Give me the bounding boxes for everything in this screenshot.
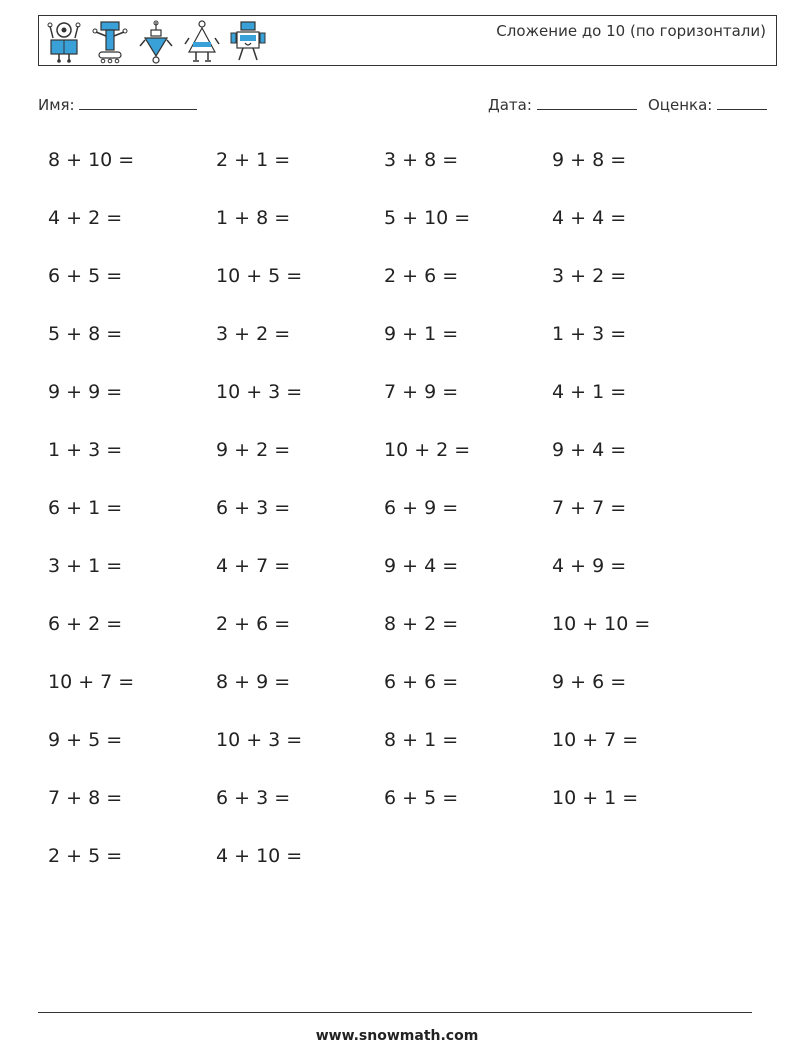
problem-item: 10 + 7 = bbox=[48, 671, 135, 693]
problem-item: 6 + 5 = bbox=[384, 787, 459, 809]
problem-item: 4 + 4 = bbox=[552, 207, 627, 229]
problem-item: 9 + 9 = bbox=[48, 381, 123, 403]
problem-item: 9 + 5 = bbox=[48, 729, 123, 751]
problem-item: 10 + 7 = bbox=[552, 729, 639, 751]
problem-item: 7 + 8 = bbox=[48, 787, 123, 809]
problem-item: 9 + 1 = bbox=[384, 323, 459, 345]
robot-icon-2 bbox=[91, 20, 129, 64]
problem-item: 3 + 1 = bbox=[48, 555, 123, 577]
footer-url: www.snowmath.com bbox=[315, 1028, 479, 1044]
problem-item: 6 + 2 = bbox=[48, 613, 123, 635]
robot-icon-4 bbox=[183, 20, 221, 64]
name-label: Имя: bbox=[38, 96, 75, 114]
problem-item: 9 + 4 = bbox=[552, 439, 627, 461]
problem-item: 9 + 2 = bbox=[216, 439, 291, 461]
name-blank[interactable] bbox=[79, 95, 197, 110]
problem-item: 10 + 5 = bbox=[216, 265, 303, 287]
problem-item: 4 + 9 = bbox=[552, 555, 627, 577]
problem-item: 6 + 5 = bbox=[48, 265, 123, 287]
problem-item: 3 + 2 = bbox=[216, 323, 291, 345]
worksheet-title: Сложение до 10 (по горизонтали) bbox=[496, 22, 766, 40]
problem-item: 2 + 1 = bbox=[216, 149, 291, 171]
problem-item: 4 + 10 = bbox=[216, 845, 303, 867]
problem-item: 4 + 1 = bbox=[552, 381, 627, 403]
problem-item: 6 + 6 = bbox=[384, 671, 459, 693]
problem-item: 8 + 2 = bbox=[384, 613, 459, 635]
grade-blank[interactable] bbox=[717, 95, 767, 110]
problem-item: 6 + 9 = bbox=[384, 497, 459, 519]
problem-item: 2 + 6 = bbox=[216, 613, 291, 635]
problem-item: 5 + 10 = bbox=[384, 207, 471, 229]
grade-label: Оценка: bbox=[648, 96, 713, 114]
footer-divider bbox=[38, 1012, 752, 1013]
date-field bbox=[488, 95, 637, 114]
problem-item: 10 + 3 = bbox=[216, 729, 303, 751]
problem-item: 9 + 4 = bbox=[384, 555, 459, 577]
problem-item: 10 + 1 = bbox=[552, 787, 639, 809]
problem-item: 1 + 3 = bbox=[48, 439, 123, 461]
problem-item: 6 + 3 = bbox=[216, 787, 291, 809]
problem-item: 4 + 7 = bbox=[216, 555, 291, 577]
problem-item: 2 + 5 = bbox=[48, 845, 123, 867]
date-label: Дата: bbox=[488, 96, 532, 114]
problem-item: 6 + 1 = bbox=[48, 497, 123, 519]
problem-item: 8 + 10 = bbox=[48, 149, 135, 171]
problem-item: 1 + 3 = bbox=[552, 323, 627, 345]
problem-item: 7 + 7 = bbox=[552, 497, 627, 519]
problem-item: 9 + 6 = bbox=[552, 671, 627, 693]
problem-item: 10 + 3 = bbox=[216, 381, 303, 403]
problem-item: 3 + 2 = bbox=[552, 265, 627, 287]
robot-icon-5 bbox=[229, 20, 267, 64]
robot-icon-3 bbox=[137, 20, 175, 64]
problem-item: 4 + 2 = bbox=[48, 207, 123, 229]
problem-item: 10 + 10 = bbox=[552, 613, 651, 635]
problem-item: 3 + 8 = bbox=[384, 149, 459, 171]
problem-item: 8 + 1 = bbox=[384, 729, 459, 751]
robot-icons bbox=[45, 20, 267, 64]
problem-item: 7 + 9 = bbox=[384, 381, 459, 403]
problem-item: 8 + 9 = bbox=[216, 671, 291, 693]
problem-item: 6 + 3 = bbox=[216, 497, 291, 519]
problem-item: 1 + 8 = bbox=[216, 207, 291, 229]
robot-icon-1 bbox=[45, 20, 83, 64]
date-blank[interactable] bbox=[537, 95, 637, 110]
name-field bbox=[38, 95, 197, 114]
header-box bbox=[38, 15, 777, 66]
problem-item: 10 + 2 = bbox=[384, 439, 471, 461]
problem-item: 2 + 6 = bbox=[384, 265, 459, 287]
problem-item: 5 + 8 = bbox=[48, 323, 123, 345]
grade-field bbox=[648, 95, 767, 114]
problem-item: 9 + 8 = bbox=[552, 149, 627, 171]
